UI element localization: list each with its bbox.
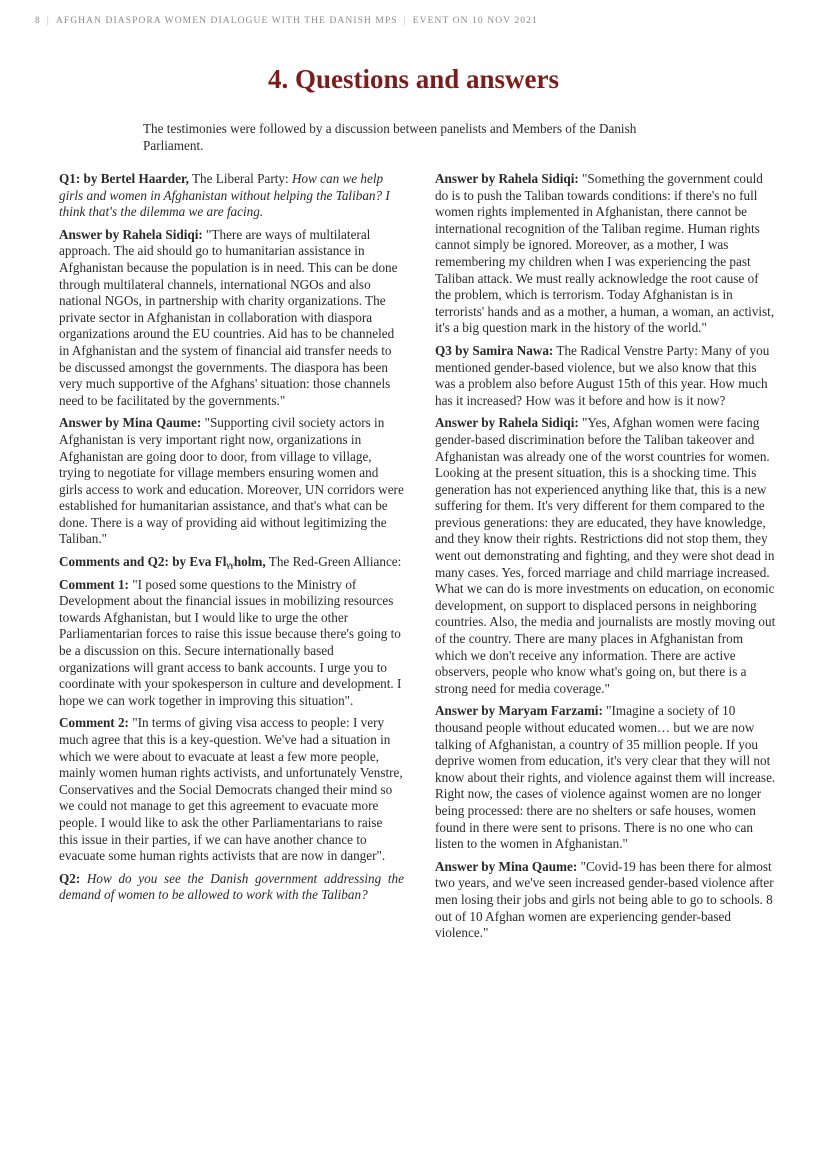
question-2 [59, 871, 404, 904]
header-separator: | [403, 16, 407, 26]
question-3 [435, 343, 777, 409]
answer-text: "Supporting civil society actors in Afghanistan is very important right now, organizations in Afghanistan are going door to door, from village to village, trying to negotiate for village members ensuring women and girls access to work and education. Moreover, UN corridors were established for humanitarian assistance, and that's what can be done. There is a way of providing aid without legitimizing the Taliban." [59, 415, 404, 547]
answer-lead: Answer by Mina Qaume: [59, 415, 202, 431]
answer-text: "Yes, Afghan women were facing gender-based discrimination before the Taliban takeover and Afghanistan was already one of the worst countries for women. Looking at the present situation, this is a shocking time. This generation has not experienced anything like that, this is a new suffering for them. It's very different for them compared to the previous generations: they are educated, they have knowledge, and they know their rights. Restrictions did not stop them, they went out demonstrating and fighting, and they were shot dead in many cases. Yes, forced marriage and child marriage increased. What we can do is more investments on education, on economic development, on support to displaced persons in neighboring countries. Also, the media and journalists are mostly moving out of the country. There are many places in Afghanistan from which we don't receive any information. There are active observers, people who know what's going on, but there is a strong need for media coverage." [435, 415, 776, 696]
intro-paragraph: The testimonies were followed by a discussion between panelists and Members of the Danish Parliament. [143, 121, 637, 153]
question-lead: Q1: by Bertel Haarder, [59, 171, 189, 186]
question-text: The Radical Venstre Party: Many of you mentioned gender-based violence, but we also know that this was a problem also before August 15th of this year. How much has it increased? How was it before and how is it now? [435, 342, 770, 408]
answer-rahela-sidiqi-1 [59, 227, 404, 410]
answer-maryam-farzami [435, 703, 777, 852]
answer-text: "Imagine a society of 10 thousand people without educated women… but we are now talking of Afghanistan, a country of 35 million people. If you deprive women from education, it's very clear that they will not know about their rights, and violence against them will increase. Right now, the cases of violence against women are no longer being processed: there are no shelters or safe houses, women found in there were sent to prisons. There is no one who can listen to the women in Afghanistan." [435, 703, 776, 852]
answer-rahela-sidiqi-3 [435, 415, 777, 697]
answer-text: "Something the government could do is to push the Taliban towards conditions: if there's no full women rights implemented in Afghanistan, there cannot be international recognition of the Taliban regime. Human rights cannot simply be ignored. Moreover, as a mother, I was remembering my children when I was experiencing the past Taliban attack. We must really acknowledge the root cause of the problem, which is terrorism. Today Afghanistan is in terrorists' hands and as a mother, a human, a woman, an activist, it's a big question mark in the history of the world." [435, 171, 775, 336]
running-header [35, 16, 538, 26]
answer-lead: Answer by Maryam Farzami: [435, 703, 603, 719]
comments-lead: Comments and Q2: by Eva Flᵧᵧholm, [59, 554, 266, 570]
right-column [435, 171, 777, 948]
event-date: EVENT ON 10 NOV 2021 [412, 16, 538, 26]
comment-text: "In terms of giving visa access to people: I very much agree that this is a key-question. We've had a situation in which we were about to evacuate at least a few more people, mainly women human rights activists, and unfortunately Venstre, Conservatives and the Social Democrats changed their mind so we could not manage to get this agreement to evacuate more people. I would like to ask the other Parliamentarians to raise this issue in their parties, if we can have another chance to evacuate some human rights activists that are now in danger". [59, 715, 403, 864]
comment-1 [59, 577, 404, 710]
comment-2 [59, 715, 404, 864]
question-text: How do you see the Danish government addressing the demand of women to be allowed to work with the Taliban? [59, 870, 404, 903]
question-text: How can we help girls and women in Afghanistan without helping the Taliban? I think that's the dilemma we are facing. [59, 171, 390, 220]
answer-mina-qaume-2 [435, 859, 777, 942]
answer-lead: Answer by Rahela Sidiqi: [435, 415, 579, 431]
answer-text: "There are ways of multilateral approach. The aid should go to humanitarian assistance in Afghanistan because the population is in need. This can be done through multilateral channels, international NGOs and also national NGOs, in partnership with charity organizations. The private sector in Afghanistan in collaboration with diaspora organizations around the EU countries. Aid has to be channeled in Afghanistan and the system of financial aid transfer needs to be discussed amongst the governments. The diaspora has been very much supportive of the Afghans' situation: those channels need to be facilitated by the governments." [59, 226, 398, 408]
left-column [59, 171, 404, 910]
comment-lead: Comment 2: [59, 715, 129, 731]
page-number: 8 [35, 16, 41, 26]
document-title: AFGHAN DIASPORA WOMEN DIALOGUE WITH THE DANISH MPS [55, 16, 398, 26]
comments-party: The Red-Green Alliance: [265, 554, 402, 570]
comment-text: "I posed some questions to the Ministry of Development about the financial issues in mobilizing resources towards Afghanistan, but I would like to urge the other Parliamentarian forces to raise this issue because there's going to be a discussion on this. Secure internationally based organizations will grant access to bank accounts. I urge you to coordinate with your spokesperson in culture and development. I hope we can work together in improving this situation". [59, 576, 402, 708]
header-separator: | [46, 16, 50, 26]
comment-lead: Comment 1: [59, 576, 129, 592]
page-title: 4. Questions and answers [267, 64, 560, 94]
question-1 [59, 171, 404, 221]
comments-q2-intro [59, 554, 404, 571]
answer-rahela-sidiqi-2 [435, 171, 777, 337]
question-lead: Q3 by Samira Nawa: [435, 342, 554, 358]
question-party: The Liberal Party: [188, 171, 292, 186]
question-lead: Q2: [59, 870, 81, 886]
answer-lead: Answer by Rahela Sidiqi: [59, 226, 203, 242]
answer-text: "Covid-19 has been there for almost two years, and we've seen increased gender-based violence after men losing their jobs and girls not being able to go to schools. 8 out of 10 Afghan women are experiencing gender-based violence." [435, 858, 774, 941]
answer-lead: Answer by Rahela Sidiqi: [435, 171, 579, 186]
answer-lead: Answer by Mina Qaume: [435, 858, 578, 874]
answer-mina-qaume-1 [59, 415, 404, 548]
